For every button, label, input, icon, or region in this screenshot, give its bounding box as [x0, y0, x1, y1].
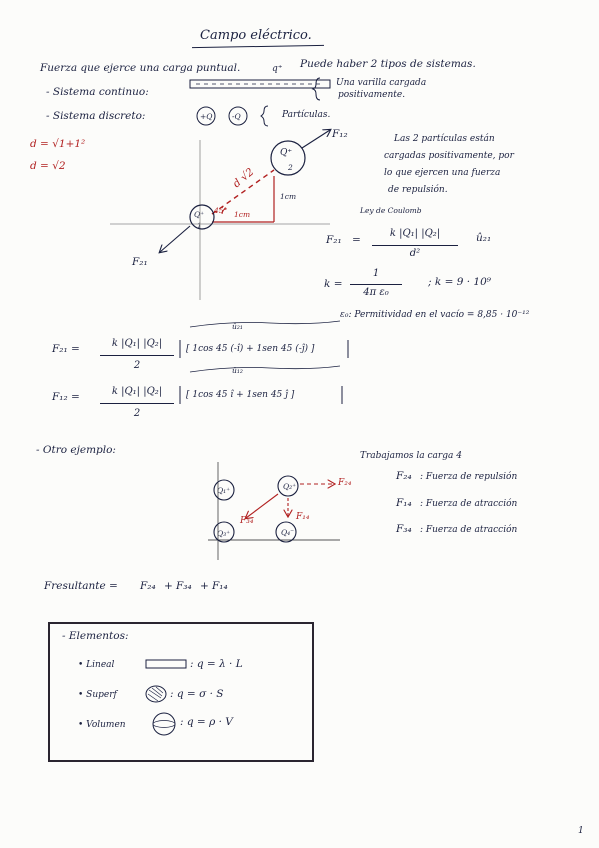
- page-number: 1: [578, 826, 584, 836]
- explanation-line-1: Las 2 partículas están: [394, 134, 495, 144]
- resultante-term-3: F₁₄: [212, 580, 228, 592]
- one-x-label: 1cm: [234, 210, 251, 219]
- distance-line-1: d = √1+1²: [30, 138, 86, 150]
- otro-ejemplo-label: - Otro ejemplo:: [36, 444, 116, 456]
- explanation-line-3: lo que ejercen una fuerza: [384, 168, 501, 178]
- coulomb-numerator: k |Q₁| |Q₂|: [389, 228, 441, 239]
- resultante-term-2: F₃₄: [176, 580, 192, 592]
- page-title: Campo eléctrico.: [200, 28, 312, 43]
- diagram1-axes: [110, 140, 330, 300]
- continuo-label: - Sistema continuo:: [46, 86, 149, 98]
- q-upper-label: Q⁺: [280, 148, 293, 158]
- intro-line-1b: Puede haber 2 tipos de sistemas.: [300, 58, 476, 70]
- resultante-term-1: F₂₄: [140, 580, 156, 592]
- f34-arrow: [246, 494, 278, 518]
- charge-q2-icon: [271, 141, 305, 175]
- discreto-note: Partículas.: [282, 110, 331, 120]
- continuo-note-1: Una varilla cargada: [336, 78, 427, 88]
- angle-label: 45°: [214, 206, 228, 215]
- superf-equation: : q = σ · S: [170, 688, 224, 700]
- charge-q1-icon: [190, 205, 214, 229]
- epsilon-note: ε₀: Permitividad en el vacío = 8,85 · 10⁻¹²: [340, 310, 530, 320]
- explanation-line-2: cargadas positivamente, por: [384, 151, 514, 161]
- f21-arrow: [160, 226, 190, 252]
- q-upper-sub: 2: [288, 163, 293, 172]
- f12-lhs: F₁₂ =: [52, 391, 80, 403]
- f12-denominator: 2: [133, 408, 141, 419]
- q3-label: Q₃⁺: [217, 529, 231, 538]
- f34-label: F₃₄: [240, 516, 254, 526]
- rel2-text: : Fuerza de atracción: [420, 499, 518, 509]
- f21-label: F₂₁: [132, 256, 148, 268]
- f12-bracket: [180, 366, 342, 404]
- charge-q1b-icon: [214, 480, 234, 500]
- k-lhs: k =: [324, 278, 343, 290]
- q-lower-sub: 1: [197, 221, 202, 230]
- resultante-plus-1: +: [164, 580, 173, 592]
- elements-heading: - Elementos:: [62, 630, 129, 642]
- rel1-text: : Fuerza de repulsión: [420, 472, 518, 482]
- brace-icon-2: [261, 106, 268, 126]
- distance-line-2: d = √2: [30, 160, 66, 172]
- lineal-equation: : q = λ · L: [190, 658, 243, 670]
- continuo-note-2: positivamente.: [338, 90, 406, 100]
- volumen-label: • Volumen: [78, 720, 126, 730]
- rel2-symbol: F₁₄: [396, 497, 412, 509]
- q1-label: Q₁⁺: [217, 486, 231, 495]
- charged-rod-icon: [190, 80, 330, 88]
- one-y-label: 1cm: [280, 192, 297, 201]
- f24-label: F₂₄: [338, 478, 352, 488]
- f21-bracket: [180, 321, 348, 358]
- k-denominator: 4π ε₀: [363, 287, 389, 298]
- q-minus-particle: -Q: [232, 112, 241, 121]
- superf-label: • Superf: [78, 690, 117, 700]
- f14-label: F₁₄: [296, 512, 310, 522]
- coulomb-unit: û₂₁: [476, 232, 492, 244]
- f12-numerator: k |Q₁| |Q₂|: [111, 386, 163, 397]
- charge-q2b-icon: [278, 476, 298, 496]
- volume-sphere-icon: [153, 713, 175, 735]
- charge-sign: q⁺: [272, 64, 283, 74]
- diagram2-axes: [208, 462, 340, 560]
- rel1-symbol: F₂₄: [396, 470, 412, 482]
- coulomb-equals: =: [352, 234, 361, 246]
- positive-particle-icon: [197, 107, 215, 125]
- f21-lhs: F₂₁ =: [52, 343, 80, 355]
- q4-label: Q₄⁻: [281, 528, 295, 537]
- intro-line-1: Fuerza que ejerce una carga puntual.: [40, 62, 241, 74]
- otro-intro: Trabajamos la carga 4: [360, 451, 462, 461]
- f12-vector: [ 1cos 45 î + 1sen 45 ĵ ]: [186, 390, 295, 400]
- q-plus-particle: +Q: [200, 112, 213, 121]
- rel3-symbol: F₃₄: [396, 523, 412, 535]
- resultante-label: Fresultante =: [44, 580, 118, 592]
- k-value: ; k = 9 · 10⁹: [428, 276, 491, 288]
- volumen-equation: : q = ρ · V: [180, 716, 233, 728]
- coulomb-lhs: F₂₁: [326, 234, 342, 246]
- charge-q4b-icon: [276, 522, 296, 542]
- coulomb-caption: Ley de Coulomb: [360, 206, 422, 215]
- charge-q3b-icon: [214, 522, 234, 542]
- coulomb-denominator: d²: [409, 248, 421, 259]
- f12-label: F₁₂: [332, 128, 348, 140]
- f12-arrow: [302, 130, 330, 148]
- f21-numerator: k |Q₁| |Q₂|: [111, 338, 163, 349]
- negative-particle-icon: [229, 107, 247, 125]
- explanation-line-4: de repulsión.: [388, 185, 448, 195]
- diagram1-geometry: [212, 170, 274, 222]
- surface-disk-icon: [146, 686, 166, 702]
- k-numerator: 1: [372, 268, 380, 279]
- lineal-label: • Lineal: [78, 660, 115, 670]
- discreto-label: - Sistema discreto:: [46, 110, 146, 122]
- resultante-plus-2: +: [200, 580, 209, 592]
- f21-vector: [ 1cos 45 (-î) + 1sen 45 (-ĵ) ]: [186, 344, 315, 354]
- f12-unit-vector: û₁₂: [232, 366, 243, 375]
- lineal-rod-icon: [146, 660, 186, 668]
- brace-icon: [313, 78, 320, 100]
- q-lower-label: Q⁺: [194, 210, 205, 219]
- distance-label: d √2: [230, 165, 257, 191]
- q2-label: Q₂⁺: [283, 482, 297, 491]
- rel3-text: : Fuerza de atracción: [420, 525, 518, 535]
- f21-denominator: 2: [133, 360, 141, 371]
- f21-unit-vector: û₂₁: [232, 322, 243, 331]
